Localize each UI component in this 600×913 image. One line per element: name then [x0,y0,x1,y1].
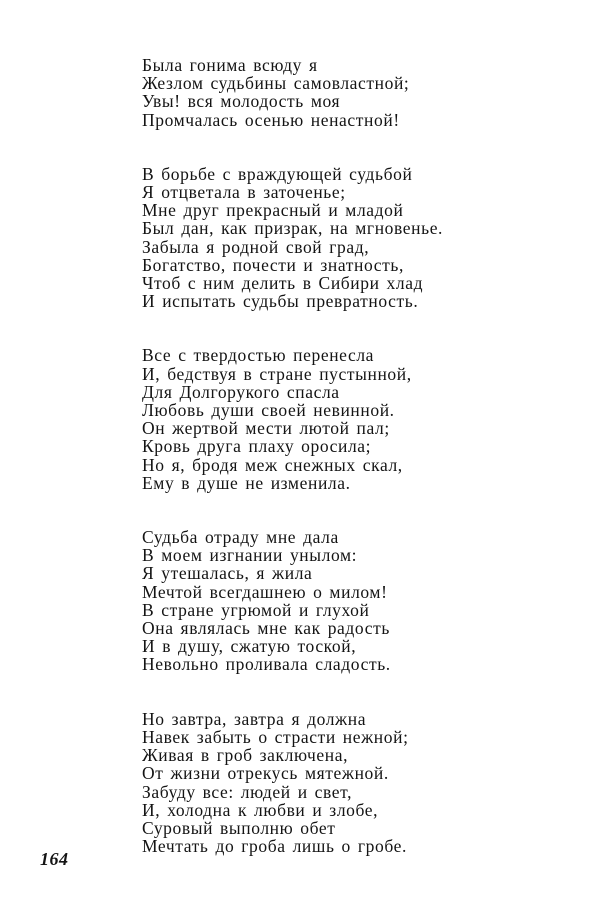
poem-line: Я утешалась, я жила [142,563,313,584]
poem-line: Любовь души своей невинной. [142,400,395,421]
page-number: 164 [40,849,69,869]
poem-line: Живая в гроб заключена, [142,745,349,766]
poem-line: Богатство, почести и знатность, [142,254,404,275]
poem-line: Увы! вся молодость моя [142,91,341,112]
stanza-5 [142,710,582,856]
poem-line: Я отцветала в заточенье; [142,182,346,203]
poem-line: Кровь друга плаху оросила; [142,436,372,457]
stanza-1 [142,56,582,129]
poem-line: Суровый выполню обет [142,817,336,838]
poem-line: И, холодна к любви и злобе, [142,799,379,820]
poem-line: Он жертвой мести лютой пал; [142,418,390,439]
stanza-3 [142,346,582,492]
poem-line: Промчалась осенью ненастной! [142,109,400,130]
poem-line: Для Долгорукого спасла [142,381,340,402]
poem-line: Невольно проливала сладость. [142,654,391,675]
poem-line: Жезлом судьбины самовластной; [142,73,410,94]
poem-line: В стране угрюмой и глухой [142,599,370,620]
poem-line: В борьбе с враждующей судьбой [142,163,413,184]
poem-line: Она являлась мне как радость [142,618,390,639]
poem-line: Но завтра, завтра я должна [142,708,367,729]
poem-line: Судьба отраду мне дала [142,527,339,548]
poem-line: Забуду все: людей и свет, [142,781,353,802]
poem-line: Забыла я родной свой град, [142,236,370,257]
poem-line: Но я, бродя меж снежных скал, [142,454,403,475]
poem-line: Мечтать до гроба лишь о гробе. [142,836,407,857]
poem-line: От жизни отрекусь мятежной. [142,763,389,784]
poem-line: Навек забыть о страсти нежной; [142,726,409,747]
poem-line: Мне друг прекрасный и младой [142,200,404,221]
poem-line: И испытать судьбы превратность. [142,291,419,312]
poem-line: Мечтой всегдашнею о милом! [142,581,388,602]
stanza-4 [142,528,582,674]
stanza-2 [142,165,582,311]
poem-line: В моем изгнании унылом: [142,545,358,566]
poem-line: Был дан, как призрак, на мгновенье. [142,218,444,239]
poem-line: И в душу, сжатую тоской, [142,636,357,657]
poem-line: Была гонима всюду я [142,55,318,75]
poem-line: Ему в душе не изменила. [142,472,351,493]
poem-line: Все с твердостью перенесла [142,345,375,366]
poem-text [142,56,582,891]
poem-line: Чтоб с ним делить в Сибири хлад [142,273,424,294]
poem-line: И, бедствуя в стране пустынной, [142,363,412,384]
